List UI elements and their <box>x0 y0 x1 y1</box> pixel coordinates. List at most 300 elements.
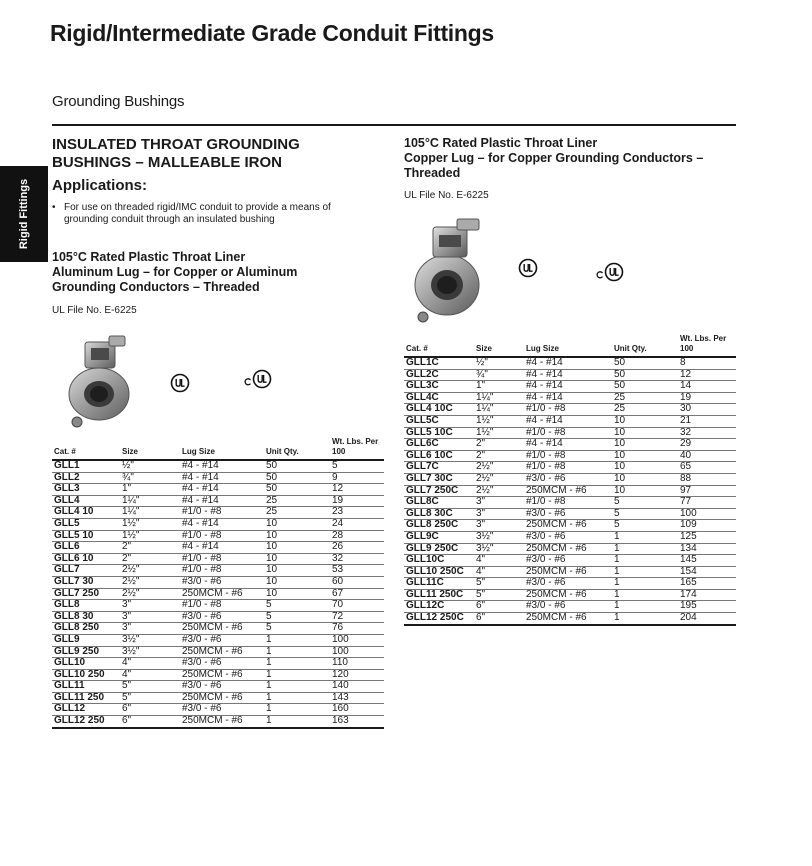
col-cat: Cat. # <box>52 437 120 460</box>
col-lug-size: Lug Size <box>180 437 264 460</box>
table-row <box>404 485 736 497</box>
cell-cat: GLL5 10C <box>404 427 474 439</box>
cell-unit-qty: 10 <box>612 427 678 439</box>
table-row <box>52 565 384 577</box>
table-row <box>52 634 384 646</box>
cell-unit-qty: 1 <box>612 543 678 555</box>
cell-lug-size: #4 - #14 <box>180 518 264 530</box>
cell-weight: 12 <box>330 484 384 496</box>
table-row <box>404 613 736 625</box>
cell-cat: GLL12 250C <box>404 613 474 625</box>
cell-size: 2" <box>474 450 524 462</box>
table-row <box>52 658 384 670</box>
cell-lug-size: 250MCM - #6 <box>524 613 612 625</box>
right-ul-file: UL File No. E-6225 <box>404 190 489 201</box>
cell-lug-size: #4 - #14 <box>524 381 612 393</box>
cell-weight: 12 <box>678 369 736 381</box>
cul-listed-mark <box>244 368 274 390</box>
cell-lug-size: 250MCM - #6 <box>180 692 264 704</box>
cell-size: 3½" <box>120 646 180 658</box>
cell-size: 5" <box>474 589 524 601</box>
cell-cat: GLL5 10 <box>52 530 120 542</box>
col-weight: Wt. Lbs. Per 100 <box>330 437 384 460</box>
cell-unit-qty: 1 <box>612 613 678 625</box>
cell-cat: GLL9 250 <box>52 646 120 658</box>
cell-cat: GLL5C <box>404 415 474 427</box>
cell-size: 2½" <box>474 485 524 497</box>
table-row <box>52 542 384 554</box>
cell-weight: 134 <box>678 543 736 555</box>
table-row <box>52 507 384 519</box>
cell-weight: 26 <box>330 542 384 554</box>
cell-weight: 165 <box>678 578 736 590</box>
cell-size: 3" <box>474 508 524 520</box>
cell-lug-size: #4 - #14 <box>180 460 264 472</box>
cell-unit-qty: 1 <box>264 692 330 704</box>
side-tab <box>0 166 48 262</box>
cell-unit-qty: 1 <box>264 704 330 716</box>
table-row <box>404 415 736 427</box>
cell-unit-qty: 50 <box>612 381 678 393</box>
cell-cat: GLL7 30 <box>52 576 120 588</box>
cell-size: 4" <box>120 669 180 681</box>
ul-listed-mark <box>170 373 190 393</box>
cell-cat: GLL11 <box>52 681 120 693</box>
applications-label: Applications: <box>52 177 148 194</box>
cell-unit-qty: 1 <box>264 669 330 681</box>
cul-listed-mark <box>596 261 626 283</box>
table-row <box>52 623 384 635</box>
table-row <box>52 530 384 542</box>
cell-lug-size: #4 - #14 <box>524 369 612 381</box>
table-row <box>404 520 736 532</box>
cell-lug-size: #1/0 - #8 <box>524 427 612 439</box>
cell-lug-size: 250MCM - #6 <box>180 588 264 600</box>
ul-listed-mark <box>518 258 538 278</box>
cell-size: 3½" <box>120 634 180 646</box>
right-subhead <box>404 136 703 181</box>
table-row <box>52 692 384 704</box>
cell-size: 1¼" <box>474 392 524 404</box>
cell-weight: 19 <box>678 392 736 404</box>
cell-lug-size: #1/0 - #8 <box>180 600 264 612</box>
cell-cat: GLL10 250C <box>404 566 474 578</box>
cell-lug-size: #1/0 - #8 <box>180 507 264 519</box>
cell-weight: 67 <box>330 588 384 600</box>
cell-size: 1½" <box>474 427 524 439</box>
col-size: Size <box>120 437 180 460</box>
cell-weight: 77 <box>678 497 736 509</box>
cell-size: 1½" <box>120 530 180 542</box>
cell-weight: 21 <box>678 415 736 427</box>
cell-lug-size: #3/0 - #6 <box>524 473 612 485</box>
table-row <box>52 576 384 588</box>
bullet-dot: • <box>52 202 56 213</box>
cell-unit-qty: 10 <box>612 485 678 497</box>
col-size: Size <box>474 334 524 357</box>
cell-lug-size: 250MCM - #6 <box>524 485 612 497</box>
table-row <box>404 404 736 416</box>
cell-unit-qty: 10 <box>612 450 678 462</box>
cell-unit-qty: 1 <box>612 589 678 601</box>
applications-bullet <box>52 202 372 226</box>
table-row <box>52 646 384 658</box>
cell-weight: 32 <box>678 427 736 439</box>
cell-unit-qty: 10 <box>612 473 678 485</box>
table-row <box>52 704 384 716</box>
cell-weight: 100 <box>330 646 384 658</box>
cell-weight: 109 <box>678 520 736 532</box>
grounding-bushing-photo <box>405 205 505 330</box>
cell-weight: 76 <box>330 623 384 635</box>
cell-lug-size: #3/0 - #6 <box>524 601 612 613</box>
cell-size: 2½" <box>474 462 524 474</box>
cell-weight: 110 <box>330 658 384 670</box>
cell-size: 6" <box>474 601 524 613</box>
cell-unit-qty: 1 <box>612 566 678 578</box>
cell-lug-size: #3/0 - #6 <box>524 531 612 543</box>
cell-cat: GLL10 250 <box>52 669 120 681</box>
cell-lug-size: 250MCM - #6 <box>524 543 612 555</box>
cell-size: 1¼" <box>474 404 524 416</box>
table-row <box>404 450 736 462</box>
cell-cat: GLL8 250C <box>404 520 474 532</box>
cell-lug-size: #4 - #14 <box>180 484 264 496</box>
cell-cat: GLL4 10 <box>52 507 120 519</box>
cell-cat: GLL7 30C <box>404 473 474 485</box>
cell-size: 3" <box>120 611 180 623</box>
cell-unit-qty: 25 <box>264 507 330 519</box>
table-row <box>404 369 736 381</box>
cell-cat: GLL8 30 <box>52 611 120 623</box>
table-row <box>404 462 736 474</box>
cell-size: 3" <box>120 623 180 635</box>
cell-weight: 28 <box>330 530 384 542</box>
cell-weight: 9 <box>330 472 384 484</box>
table-row <box>404 543 736 555</box>
cell-unit-qty: 10 <box>612 462 678 474</box>
cell-cat: GLL1C <box>404 357 474 369</box>
cell-cat: GLL9 <box>52 634 120 646</box>
cell-weight: 19 <box>330 495 384 507</box>
cell-size: 5" <box>474 578 524 590</box>
cell-unit-qty: 50 <box>612 357 678 369</box>
cell-weight: 120 <box>330 669 384 681</box>
cell-weight: 32 <box>330 553 384 565</box>
left-heading <box>52 136 300 172</box>
left-ul-file: UL File No. E-6225 <box>52 305 137 316</box>
cell-size: 6" <box>474 613 524 625</box>
cell-size: 5" <box>120 692 180 704</box>
cell-lug-size: #4 - #14 <box>524 415 612 427</box>
table-row <box>404 531 736 543</box>
side-tab-label: Rigid Fittings <box>18 178 30 250</box>
cell-size: 3" <box>474 520 524 532</box>
cell-weight: 70 <box>330 600 384 612</box>
table-row <box>52 484 384 496</box>
right-subhead-line2: Copper Lug – for Copper Grounding Conductors – <box>404 151 704 165</box>
cell-weight: 125 <box>678 531 736 543</box>
cell-lug-size: #1/0 - #8 <box>524 497 612 509</box>
cell-unit-qty: 10 <box>612 415 678 427</box>
left-heading-line2: BUSHINGS – MALLEABLE IRON <box>52 154 283 171</box>
table-header-row <box>404 334 736 357</box>
page-subtitle: Grounding Bushings <box>52 93 185 110</box>
cell-size: 6" <box>120 704 180 716</box>
cell-unit-qty: 50 <box>264 460 330 472</box>
applications-bullet-text: For use on threaded rigid/IMC conduit to provide a means of grounding conduit through an insulated bushing <box>64 202 331 225</box>
left-subhead-line3: Grounding Conductors – Threaded <box>52 280 260 294</box>
table-row <box>404 497 736 509</box>
table-row <box>52 553 384 565</box>
right-subhead-line1: 105°C Rated Plastic Throat Liner <box>404 136 598 150</box>
cell-cat: GLL7 250C <box>404 485 474 497</box>
cell-size: 1¼" <box>120 495 180 507</box>
cell-size: 2" <box>120 553 180 565</box>
cell-size: 1" <box>474 381 524 393</box>
cell-unit-qty: 10 <box>264 576 330 588</box>
cell-lug-size: #1/0 - #8 <box>180 530 264 542</box>
cell-unit-qty: 1 <box>264 681 330 693</box>
cell-unit-qty: 1 <box>612 555 678 567</box>
table-row <box>52 600 384 612</box>
cell-cat: GLL6 10C <box>404 450 474 462</box>
cell-unit-qty: 25 <box>612 392 678 404</box>
left-heading-line1: INSULATED THROAT GROUNDING <box>52 136 300 153</box>
cell-weight: 160 <box>330 704 384 716</box>
cell-cat: GLL7 <box>52 565 120 577</box>
cell-lug-size: #4 - #14 <box>180 495 264 507</box>
cell-unit-qty: 25 <box>264 495 330 507</box>
cell-cat: GLL4 10C <box>404 404 474 416</box>
cell-unit-qty: 1 <box>264 658 330 670</box>
cell-unit-qty: 5 <box>264 623 330 635</box>
cell-lug-size: #3/0 - #6 <box>524 555 612 567</box>
left-subhead-line1: 105°C Rated Plastic Throat Liner <box>52 250 246 264</box>
table-row <box>52 472 384 484</box>
cell-size: 1" <box>120 484 180 496</box>
col-unit-qty: Unit Qty. <box>612 334 678 357</box>
table-row <box>404 357 736 369</box>
cell-unit-qty: 1 <box>612 578 678 590</box>
cell-lug-size: #3/0 - #6 <box>524 578 612 590</box>
cell-size: 2½" <box>120 588 180 600</box>
cell-unit-qty: 50 <box>264 484 330 496</box>
cell-cat: GLL8 250 <box>52 623 120 635</box>
cell-weight: 40 <box>678 450 736 462</box>
cell-weight: 143 <box>330 692 384 704</box>
cell-lug-size: 250MCM - #6 <box>180 646 264 658</box>
cell-weight: 145 <box>678 555 736 567</box>
cell-cat: GLL5 <box>52 518 120 530</box>
cell-weight: 195 <box>678 601 736 613</box>
cell-size: 3" <box>474 497 524 509</box>
cell-lug-size: #4 - #14 <box>180 472 264 484</box>
cell-unit-qty: 10 <box>264 530 330 542</box>
table-row <box>52 588 384 600</box>
cell-cat: GLL6C <box>404 439 474 451</box>
cell-size: 1½" <box>474 415 524 427</box>
cell-size: 3" <box>120 600 180 612</box>
cell-weight: 100 <box>678 508 736 520</box>
cell-unit-qty: 10 <box>264 542 330 554</box>
cell-size: 3½" <box>474 531 524 543</box>
cell-size: ½" <box>474 357 524 369</box>
cell-unit-qty: 1 <box>264 716 330 728</box>
table-row <box>404 381 736 393</box>
cell-size: 2" <box>474 439 524 451</box>
cell-cat: GLL6 10 <box>52 553 120 565</box>
cell-lug-size: #3/0 - #6 <box>180 704 264 716</box>
cell-size: ¾" <box>474 369 524 381</box>
cell-size: 4" <box>120 658 180 670</box>
cell-unit-qty: 10 <box>612 439 678 451</box>
cell-weight: 8 <box>678 357 736 369</box>
table-row <box>404 427 736 439</box>
table-row <box>404 566 736 578</box>
right-subhead-line3: Threaded <box>404 166 461 180</box>
col-weight: Wt. Lbs. Per 100 <box>678 334 736 357</box>
cell-weight: 204 <box>678 613 736 625</box>
table-row <box>52 495 384 507</box>
left-subhead-line2: Aluminum Lug – for Copper or Aluminum <box>52 265 298 279</box>
cell-size: 4" <box>474 555 524 567</box>
cell-lug-size: 250MCM - #6 <box>524 520 612 532</box>
cell-lug-size: #4 - #14 <box>180 542 264 554</box>
cell-cat: GLL2C <box>404 369 474 381</box>
table-row <box>52 611 384 623</box>
cell-lug-size: #3/0 - #6 <box>180 576 264 588</box>
cell-unit-qty: 50 <box>264 472 330 484</box>
cell-unit-qty: 5 <box>612 520 678 532</box>
cell-cat: GLL3 <box>52 484 120 496</box>
cell-lug-size: #4 - #14 <box>524 357 612 369</box>
cell-weight: 163 <box>330 716 384 728</box>
table-row <box>52 716 384 728</box>
table-row <box>404 508 736 520</box>
cell-cat: GLL11 250C <box>404 589 474 601</box>
cell-lug-size: #1/0 - #8 <box>524 450 612 462</box>
cell-lug-size: 250MCM - #6 <box>180 716 264 728</box>
cell-unit-qty: 5 <box>264 611 330 623</box>
cell-lug-size: #1/0 - #8 <box>524 404 612 416</box>
cell-weight: 72 <box>330 611 384 623</box>
cell-weight: 65 <box>678 462 736 474</box>
cell-size: 2" <box>120 542 180 554</box>
cell-unit-qty: 1 <box>264 634 330 646</box>
cell-weight: 140 <box>330 681 384 693</box>
cell-unit-qty: 10 <box>264 518 330 530</box>
cell-cat: GLL3C <box>404 381 474 393</box>
cell-weight: 97 <box>678 485 736 497</box>
cell-cat: GLL6 <box>52 542 120 554</box>
cell-size: 3½" <box>474 543 524 555</box>
cell-size: 1½" <box>120 518 180 530</box>
cell-cat: GLL7C <box>404 462 474 474</box>
cell-cat: GLL4 <box>52 495 120 507</box>
cell-cat: GLL2 <box>52 472 120 484</box>
table-row <box>52 518 384 530</box>
table-row <box>404 578 736 590</box>
cell-unit-qty: 25 <box>612 404 678 416</box>
cell-cat: GLL12 <box>52 704 120 716</box>
cell-lug-size: #3/0 - #6 <box>180 611 264 623</box>
cell-unit-qty: 1 <box>612 531 678 543</box>
left-spec-table <box>52 437 384 729</box>
cell-cat: GLL9C <box>404 531 474 543</box>
cell-cat: GLL12 250 <box>52 716 120 728</box>
col-unit-qty: Unit Qty. <box>264 437 330 460</box>
grounding-bushing-photo <box>55 322 145 432</box>
cell-weight: 174 <box>678 589 736 601</box>
table-row <box>52 460 384 472</box>
cell-weight: 14 <box>678 381 736 393</box>
page-title: Rigid/Intermediate Grade Conduit Fittings <box>50 20 494 46</box>
cell-size: 2½" <box>120 565 180 577</box>
left-subhead <box>52 250 297 295</box>
cell-unit-qty: 10 <box>264 588 330 600</box>
cell-unit-qty: 10 <box>264 565 330 577</box>
cell-size: 2½" <box>120 576 180 588</box>
cell-size: 5" <box>120 681 180 693</box>
cell-lug-size: 250MCM - #6 <box>524 589 612 601</box>
cell-cat: GLL10 <box>52 658 120 670</box>
cell-unit-qty: 50 <box>612 369 678 381</box>
cell-unit-qty: 5 <box>612 497 678 509</box>
cell-cat: GLL8 30C <box>404 508 474 520</box>
cell-weight: 154 <box>678 566 736 578</box>
header-rule <box>52 124 736 126</box>
cell-cat: GLL7 250 <box>52 588 120 600</box>
table-row <box>404 589 736 601</box>
cell-weight: 29 <box>678 439 736 451</box>
cell-lug-size: #1/0 - #8 <box>180 553 264 565</box>
cell-unit-qty: 1 <box>264 646 330 658</box>
cell-weight: 53 <box>330 565 384 577</box>
cell-weight: 24 <box>330 518 384 530</box>
table-row <box>404 555 736 567</box>
table-row <box>404 601 736 613</box>
table-row <box>52 669 384 681</box>
cell-cat: GLL8 <box>52 600 120 612</box>
right-spec-table <box>404 334 736 626</box>
cell-weight: 23 <box>330 507 384 519</box>
col-lug-size: Lug Size <box>524 334 612 357</box>
cell-cat: GLL1 <box>52 460 120 472</box>
cell-lug-size: #1/0 - #8 <box>524 462 612 474</box>
cell-weight: 88 <box>678 473 736 485</box>
table-header-row <box>52 437 384 460</box>
cell-weight: 30 <box>678 404 736 416</box>
cell-weight: 100 <box>330 634 384 646</box>
col-cat: Cat. # <box>404 334 474 357</box>
table-row <box>404 473 736 485</box>
cell-size: ¾" <box>120 472 180 484</box>
cell-lug-size: #1/0 - #8 <box>180 565 264 577</box>
cell-cat: GLL11 250 <box>52 692 120 704</box>
cell-unit-qty: 1 <box>612 601 678 613</box>
cell-lug-size: #3/0 - #6 <box>180 658 264 670</box>
cell-cat: GLL8C <box>404 497 474 509</box>
cell-lug-size: #4 - #14 <box>524 439 612 451</box>
table-row <box>404 392 736 404</box>
cell-weight: 5 <box>330 460 384 472</box>
cell-size: 4" <box>474 566 524 578</box>
cell-unit-qty: 5 <box>264 600 330 612</box>
cell-unit-qty: 10 <box>264 553 330 565</box>
cell-lug-size: 250MCM - #6 <box>524 566 612 578</box>
cell-size: 1¼" <box>120 507 180 519</box>
